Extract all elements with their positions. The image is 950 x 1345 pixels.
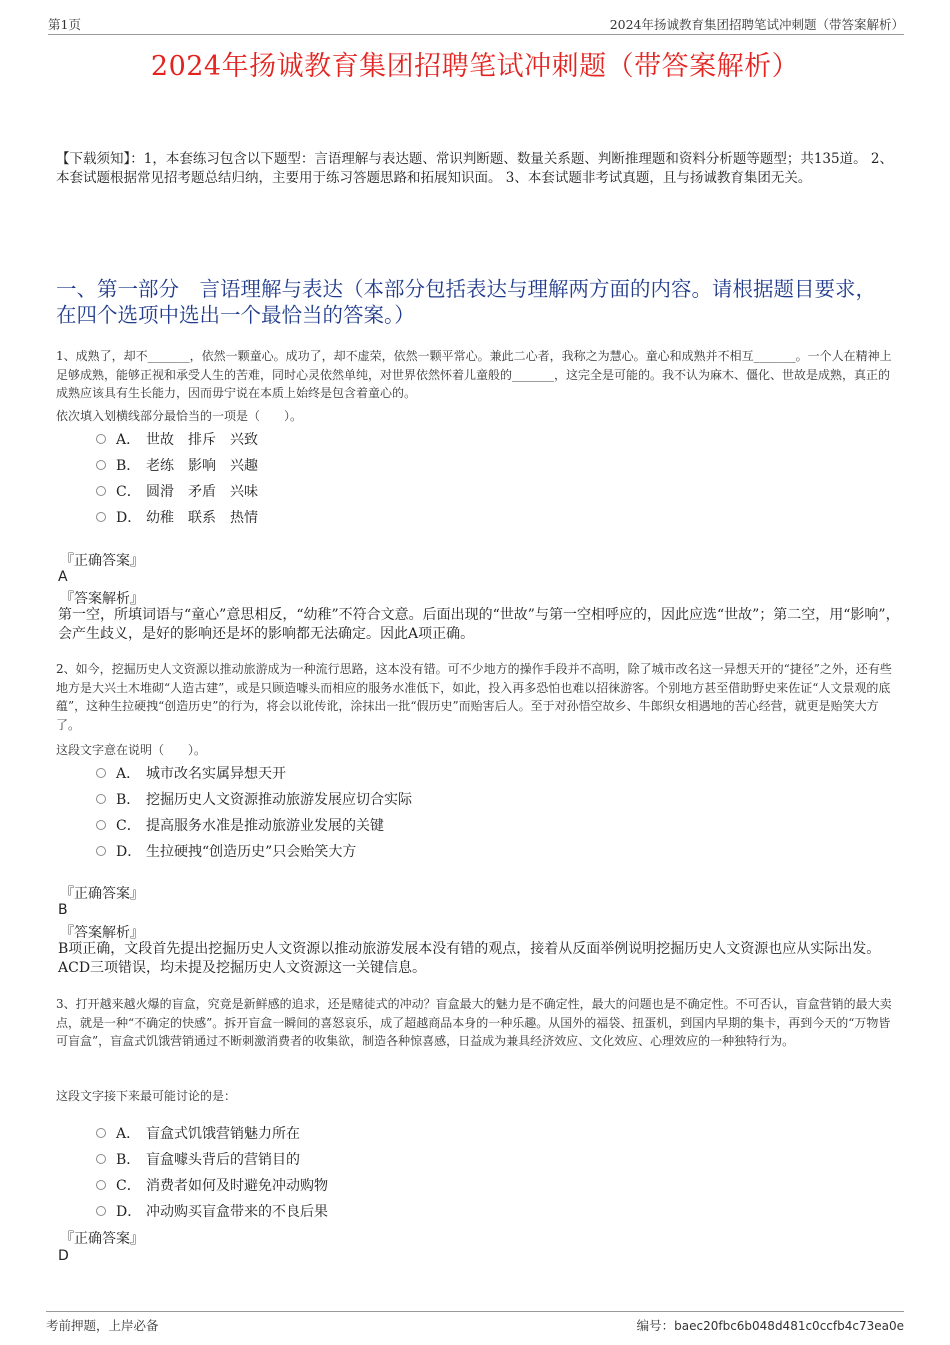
radio-icon[interactable] bbox=[96, 1154, 106, 1164]
radio-icon[interactable] bbox=[96, 434, 106, 444]
correct-answer-label: 『正确答案』 bbox=[60, 886, 144, 902]
radio-icon[interactable] bbox=[96, 1206, 106, 1216]
footer-code-value: baec20fbc6b048d481c0ccfb4c73ea0e bbox=[674, 1319, 904, 1333]
question-2-option-d[interactable]: D． 生拉硬拽“创造历史”只会贻笑大方 bbox=[96, 841, 356, 863]
footer-slogan: 考前押题，上岸必备 bbox=[46, 1318, 159, 1333]
question-1-explanation: 第一空，所填词语与“童心”意思相反，“幼稚”不符合文意。后面出现的“世故”与第一空相呼应的，因此应选“世故”；第二空，用“影响”，会产生歧义，是好的影响还是坏的影响都无法确定。因此A项正确。 bbox=[58, 607, 900, 642]
radio-icon[interactable] bbox=[96, 768, 106, 778]
question-2-answer: B bbox=[58, 902, 68, 918]
question-3-answer: D bbox=[58, 1248, 69, 1264]
question-3-option-a[interactable]: A． 盲盒式饥饿营销魅力所在 bbox=[96, 1123, 300, 1145]
section-title: 一、第一部分 言语理解与表达（本部分包括表达与理解两方面的内容。请根据题目要求，在四个选项中选出一个最恰当的答案。） bbox=[56, 277, 876, 327]
question-1-option-c[interactable]: C． 圆滑 矛盾 兴味 bbox=[96, 481, 258, 503]
question-2-option-c[interactable]: C． 提高服务水准是推动旅游业发展的关键 bbox=[96, 815, 384, 837]
radio-icon[interactable] bbox=[96, 512, 106, 522]
question-2-stem: 2、如今，挖掘历史人文资源以推动旅游成为一种流行思路，这本没有错。可不少地方的操作手段并不高明，除了城市改名这一异想天开的“捷径”之外，还有些地方是大兴土木堆砌“人造古建”，或是只顾造噱头而相应的服务水准低下，如此，投入再多恐怕也难以招徕游客。个别地方甚至借助野史来佐证“人文景观的底蕴”，这种生拉硬拽“创造历史”的行为，将会以讹传讹，涂抹出一批“假历史”而贻害后人。至于对孙悟空故乡、牛郎织女相遇地的苦心经营，就更是贻笑大方了。 bbox=[56, 662, 892, 732]
question-1-option-b[interactable]: B． 老练 影响 兴趣 bbox=[96, 455, 258, 477]
download-notice: 【下载须知】：1，本套练习包含以下题型：言语理解与表达题、常识判断题、数量关系题、判断推理题和资料分析题等题型；共135道。 2、本套试题根据常见招考题总结归纳，主要用于练习答题思路和拓展知识面。 3、本套试题非考试真题，且与扬诚教育集团无关。 bbox=[56, 151, 893, 186]
page-title: 2024年扬诚教育集团招聘笔试冲刺题（带答案解析） bbox=[150, 51, 800, 82]
question-1-stem: 1、成熟了，却不_______，依然一颗童心。成功了，却不虚荣，依然一颗平常心。兼此二心者，我称之为慧心。童心和成熟并不相互_______。一个人在精神上足够成熟，能够正视和承受人生的苦难，同时心灵依然单纯，对世界依然怀着儿童般的_______，这完全是可能的。我不认为麻木、僵化、世故是成熟，真正的成熟应该具有生长能力，因而毋宁说在本质上始终是包含着童心的。 bbox=[56, 349, 892, 400]
radio-icon[interactable] bbox=[96, 820, 106, 830]
page-number: 第1页 bbox=[48, 17, 81, 32]
question-3-option-d[interactable]: D． 冲动购买盲盒带来的不良后果 bbox=[96, 1201, 328, 1223]
question-2-prompt: 这段文字意在说明（ ）。 bbox=[56, 743, 207, 757]
question-3-stem: 3、打开越来越火爆的盲盒，究竟是新鲜感的追求，还是赌徒式的冲动？盲盒最大的魅力是不确定性，最大的问题也是不确定性。不可否认，盲盒营销的最大卖点，就是一种“不确定的快感”。拆开盲盒一瞬间的喜怒哀乐，成了超越商品本身的一种乐趣。从国外的福袋、扭蛋机，到国内早期的集卡，再到今天的“万物皆可盲盒”，盲盒式饥饿营销通过不断刺激消费者的收集欲，制造各种惊喜感，日益成为兼具经济效应、文化效应、心理效应的一种独特行为。 bbox=[56, 997, 892, 1048]
radio-icon[interactable] bbox=[96, 486, 106, 496]
footer-code-label: 编号： bbox=[636, 1318, 675, 1333]
question-1-answer: A bbox=[58, 569, 68, 585]
correct-answer-label: 『正确答案』 bbox=[60, 1231, 144, 1247]
page-footer bbox=[46, 1311, 904, 1336]
question-1-option-a[interactable]: A． 世故 排斥 兴致 bbox=[96, 429, 258, 451]
question-2-option-b[interactable]: B． 挖掘历史人文资源推动旅游发展应切合实际 bbox=[96, 789, 412, 811]
radio-icon[interactable] bbox=[96, 846, 106, 856]
correct-answer-label: 『正确答案』 bbox=[60, 553, 144, 569]
question-3-option-b[interactable]: B． 盲盒噱头背后的营销目的 bbox=[96, 1149, 300, 1171]
question-3-prompt: 这段文字接下来最可能讨论的是： bbox=[56, 1089, 237, 1103]
question-1-option-d[interactable]: D． 幼稚 联系 热情 bbox=[96, 507, 258, 529]
question-1-prompt: 依次填入划横线部分最恰当的一项是（ ）。 bbox=[56, 409, 303, 423]
question-2-option-a[interactable]: A． 城市改名实属异想天开 bbox=[96, 763, 286, 785]
explanation-label: 『答案解析』 bbox=[60, 925, 144, 941]
question-3-option-c[interactable]: C． 消费者如何及时避免冲动购物 bbox=[96, 1175, 328, 1197]
radio-icon[interactable] bbox=[96, 794, 106, 804]
question-2-explanation: B项正确，文段首先提出挖掘历史人文资源以推动旅游发展本没有错的观点，接着从反面举例说明挖掘历史人文资源也应从实际出发。ACD三项错误，均未提及挖掘历史人文资源这一关键信息。 bbox=[58, 941, 881, 976]
radio-icon[interactable] bbox=[96, 1180, 106, 1190]
header-doc-title: 2024年扬诚教育集团招聘笔试冲刺题（带答案解析） bbox=[609, 17, 904, 32]
explanation-label: 『答案解析』 bbox=[60, 591, 144, 607]
page-header bbox=[48, 14, 904, 35]
radio-icon[interactable] bbox=[96, 1128, 106, 1138]
radio-icon[interactable] bbox=[96, 460, 106, 470]
footer-code bbox=[637, 1316, 904, 1334]
